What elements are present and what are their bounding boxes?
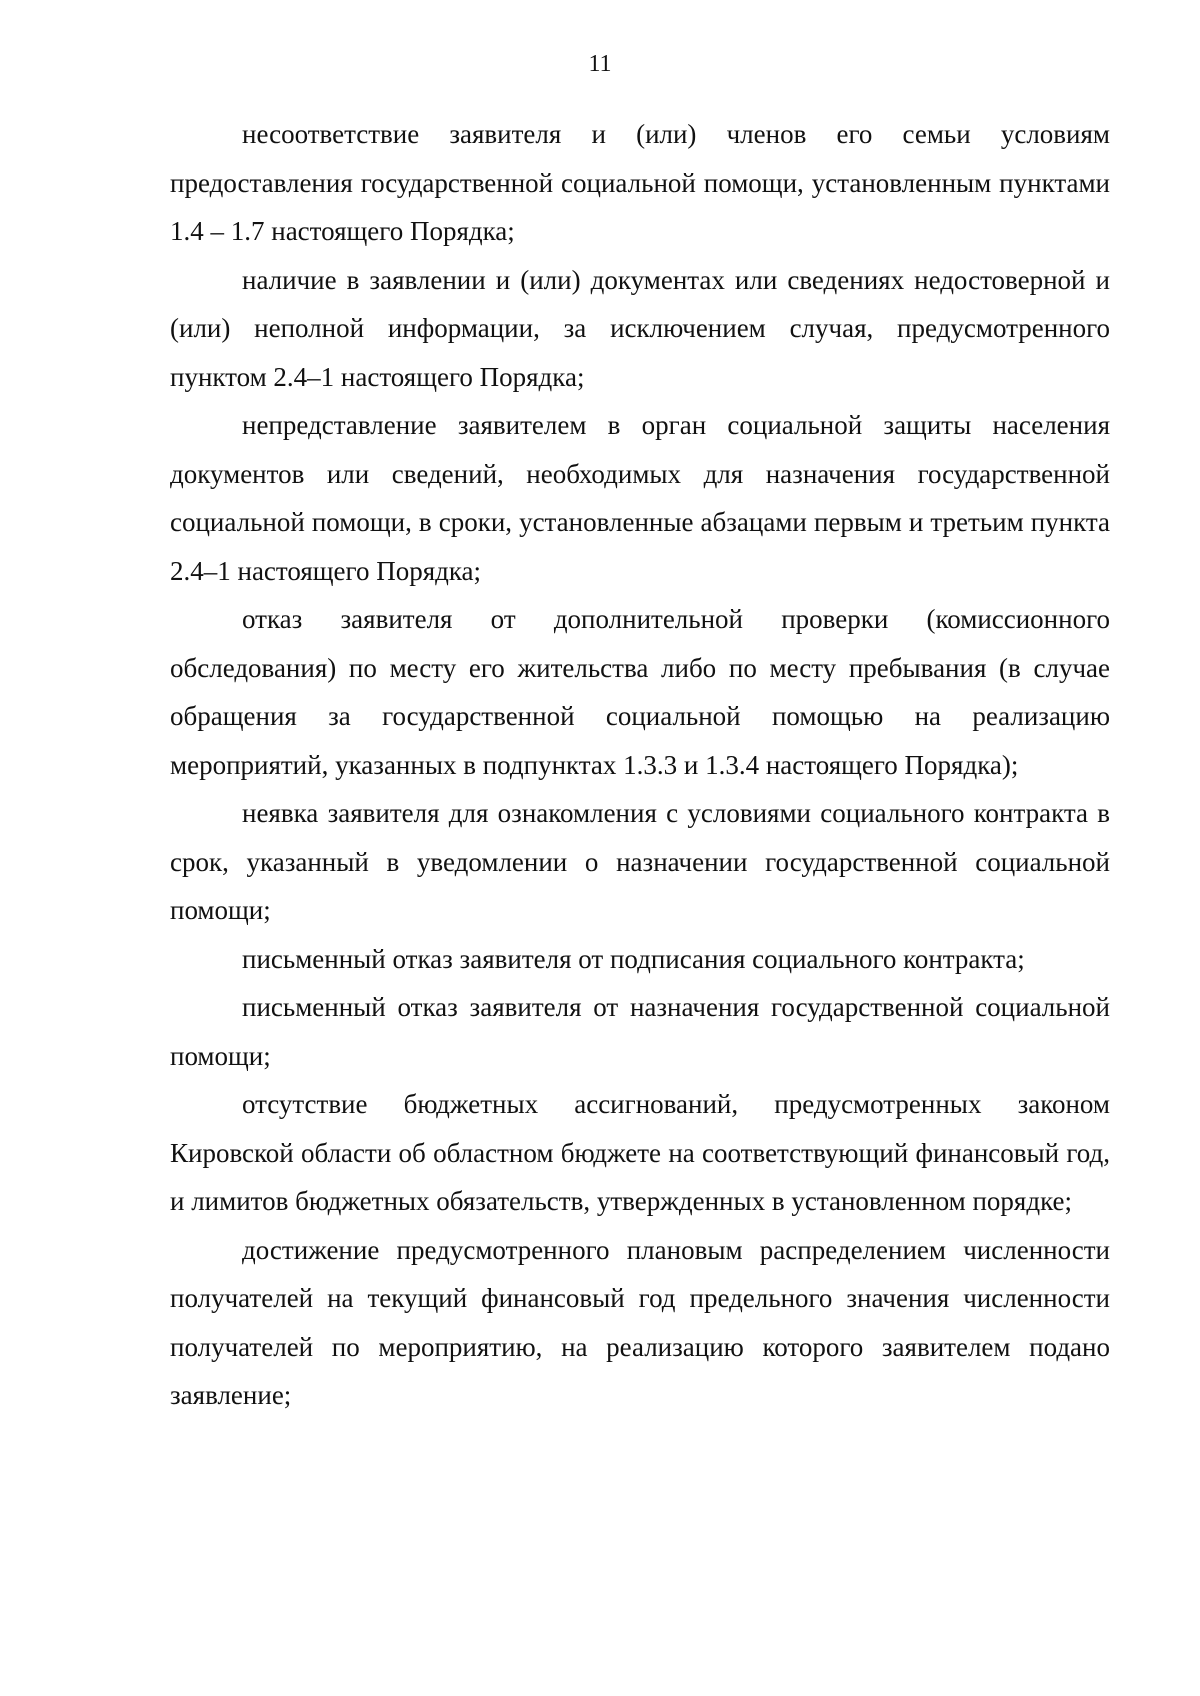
- paragraph-limit-reached: достижение предусмотренного плановым распределением численности получателей на текущий финансовый год предельного значения численности получателей по мероприятию, на реализацию которого заявителем подано заявление;: [170, 1234, 1110, 1410]
- paragraph-missing-documents: непредставление заявителем в орган социальной защиты населения документов или сведений, необходимых для назначения государственной социальной помощи, в сроки, установленные абзацами первым и третьим пункта 2.4–1 настоящего Порядка;: [170, 410, 1110, 586]
- paragraph-refusal-assignment: письменный отказ заявителя от назначения государственной социальной помощи;: [170, 992, 1110, 1071]
- paragraph-inaccurate-info: наличие в заявлении и (или) документах или сведениях недостоверной и (или) неполной информации, за исключением случая, предусмотренного пунктом 2.4–1 настоящего Порядка;: [170, 264, 1110, 392]
- document-body: [170, 110, 1110, 1420]
- page-number: 11: [588, 51, 612, 77]
- paragraph-no-show: неявка заявителя для ознакомления с условиями социального контракта в срок, указанный в уведомлении о назначении государственной социальной помощи;: [170, 798, 1110, 925]
- paragraph-refusal-signing: письменный отказ заявителя от подписания социального контракта;: [242, 943, 1025, 974]
- paragraph-no-budget: отсутствие бюджетных ассигнований, предусмотренных законом Кировской области об областном бюджете на соответствующий финансовый год, и лимитов бюджетных обязательств, утвержденных в установленном порядке;: [170, 1089, 1110, 1216]
- paragraph-refusal-inspection: отказ заявителя от дополнительной проверки (комиссионного обследования) по месту его жительства либо по месту пребывания (в случае обращения за государственной социальной помощью на реализацию мероприятий, указанных в подпунктах 1.3.3 и 1.3.4 настоящего Порядка);: [170, 604, 1110, 780]
- paragraph-ineligibility: несоответствие заявителя и (или) членов его семьи условиям предоставления государственной социальной помощи, установленным пунктами 1.4 – 1.7 настоящего Порядка;: [170, 119, 1110, 246]
